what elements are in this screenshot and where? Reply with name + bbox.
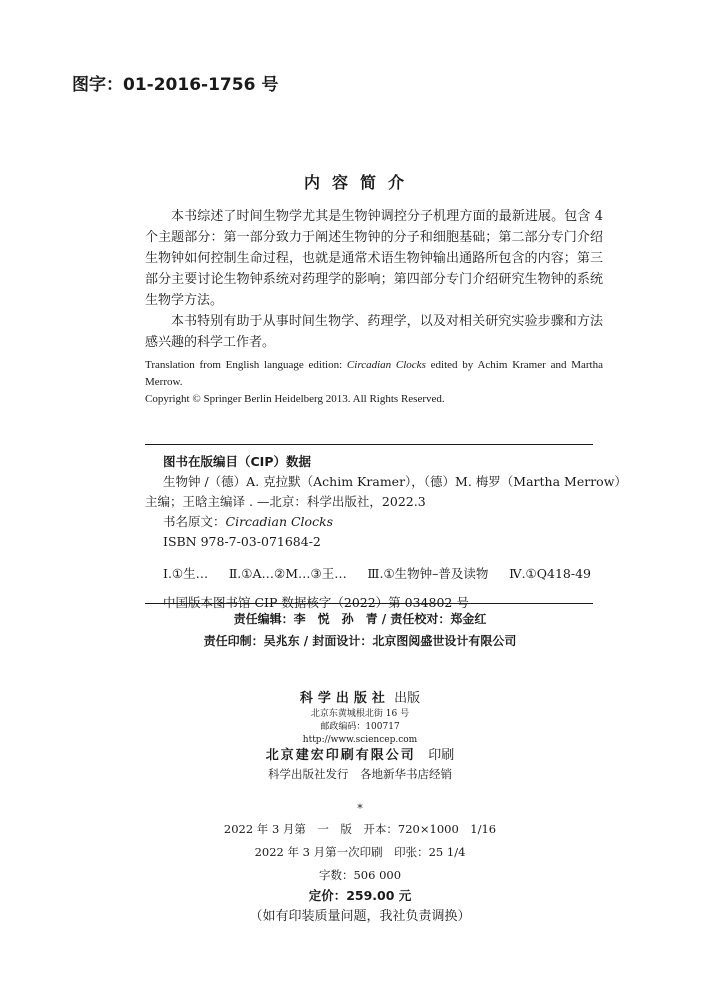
publisher-name: 科学出版社 bbox=[299, 691, 390, 706]
cip-isbn: ISBN 978-7-03-071684-2 bbox=[163, 534, 321, 549]
printer-name: 北京建宏印刷有限公司 bbox=[265, 748, 416, 763]
word-count: 字数：506 000 bbox=[318, 868, 402, 882]
edition-block bbox=[0, 804, 720, 927]
cip-block bbox=[145, 452, 627, 613]
publisher-url: http://www.sciencep.com bbox=[302, 735, 418, 745]
cip-top-rule bbox=[145, 444, 593, 445]
summary-paragraph: 本书特别有助于从事时间生物学、药理学，以及对相关研究实验步骤和方法感兴趣的科学工作者。 bbox=[145, 314, 603, 350]
cip-original-title: 书名原文：Circadian Clocks bbox=[163, 514, 334, 529]
publisher-line: 科学出版社 出版 bbox=[299, 691, 421, 706]
price: 定价：259.00 元 bbox=[308, 888, 412, 903]
registration-number: 图字：01-2016-1756 号 bbox=[72, 75, 279, 95]
publisher-block bbox=[0, 690, 720, 783]
quality-notice: （如有印装质量问题，我社负责调换） bbox=[249, 909, 471, 924]
translation-note bbox=[145, 357, 603, 408]
cip-number: 中国版本图书馆 CIP 数据核字（2022）第 034802 号 bbox=[163, 595, 469, 610]
cip-line: 生物钟 /（德）A. 克拉默（Achim Kramer），（德）M. 梅罗（Martha Merrow） bbox=[163, 474, 627, 489]
publisher-postcode: 邮政编码：100717 bbox=[320, 722, 400, 732]
cip-bottom-rule bbox=[145, 603, 593, 604]
cip-title: 图书在版编目（CIP）数据 bbox=[163, 454, 311, 469]
cip-line: 主编；王晗主编译 . —北京：科学出版社，2022.3 bbox=[145, 494, 426, 509]
star-divider: * bbox=[357, 802, 363, 815]
publisher-address: 北京东黄城根北街 16 号 bbox=[310, 709, 410, 719]
editors-line: 责任编辑：李 悦 孙 青 / 责任校对：郑金红 bbox=[233, 612, 487, 626]
translation-source: Translation from English language edition: Circadian Clocks edited by Achim Kramer and Martha Merrow. bbox=[145, 359, 603, 388]
print-line: 2022 年 3 月第一次印刷 印张：25 1/4 bbox=[254, 845, 466, 859]
summary-heading: 内容简介 bbox=[303, 173, 416, 192]
printer-line: 北京建宏印刷有限公司 印刷 bbox=[265, 748, 455, 763]
summary-text bbox=[145, 206, 603, 353]
summary-paragraph: 本书综述了时间生物学尤其是生物钟调控分子机理方面的最新进展。包含 4 个主题部分：第一部分致力于阐述生物钟的分子和细胞基础；第二部分专门介绍生物钟如何控制生命过程，也就是通常术语生物钟输出通路所包含的内容；第三部分主要讨论生物钟系统对药理学的影响；第四部分专门介绍研究生物钟的系统生物学方法。 bbox=[145, 209, 603, 308]
edition-line: 2022 年 3 月第 一 版 开本：720×1000 1/16 bbox=[223, 822, 497, 836]
editors-block bbox=[0, 608, 720, 652]
original-title: Circadian Clocks bbox=[346, 359, 426, 371]
copyright-line: Copyright © Springer Berlin Heidelberg 2013. All Rights Reserved. bbox=[145, 393, 445, 405]
cip-classification: Ⅰ.①生… Ⅱ.①A…②M…③王… Ⅲ.①生物钟–普及读物 Ⅳ.①Q418-49 bbox=[163, 566, 591, 581]
distribution-line: 科学出版社发行 各地新华书店经销 bbox=[268, 767, 452, 781]
editors-line: 责任印制：吴兆东 / 封面设计：北京图阅盛世设计有限公司 bbox=[203, 634, 517, 648]
